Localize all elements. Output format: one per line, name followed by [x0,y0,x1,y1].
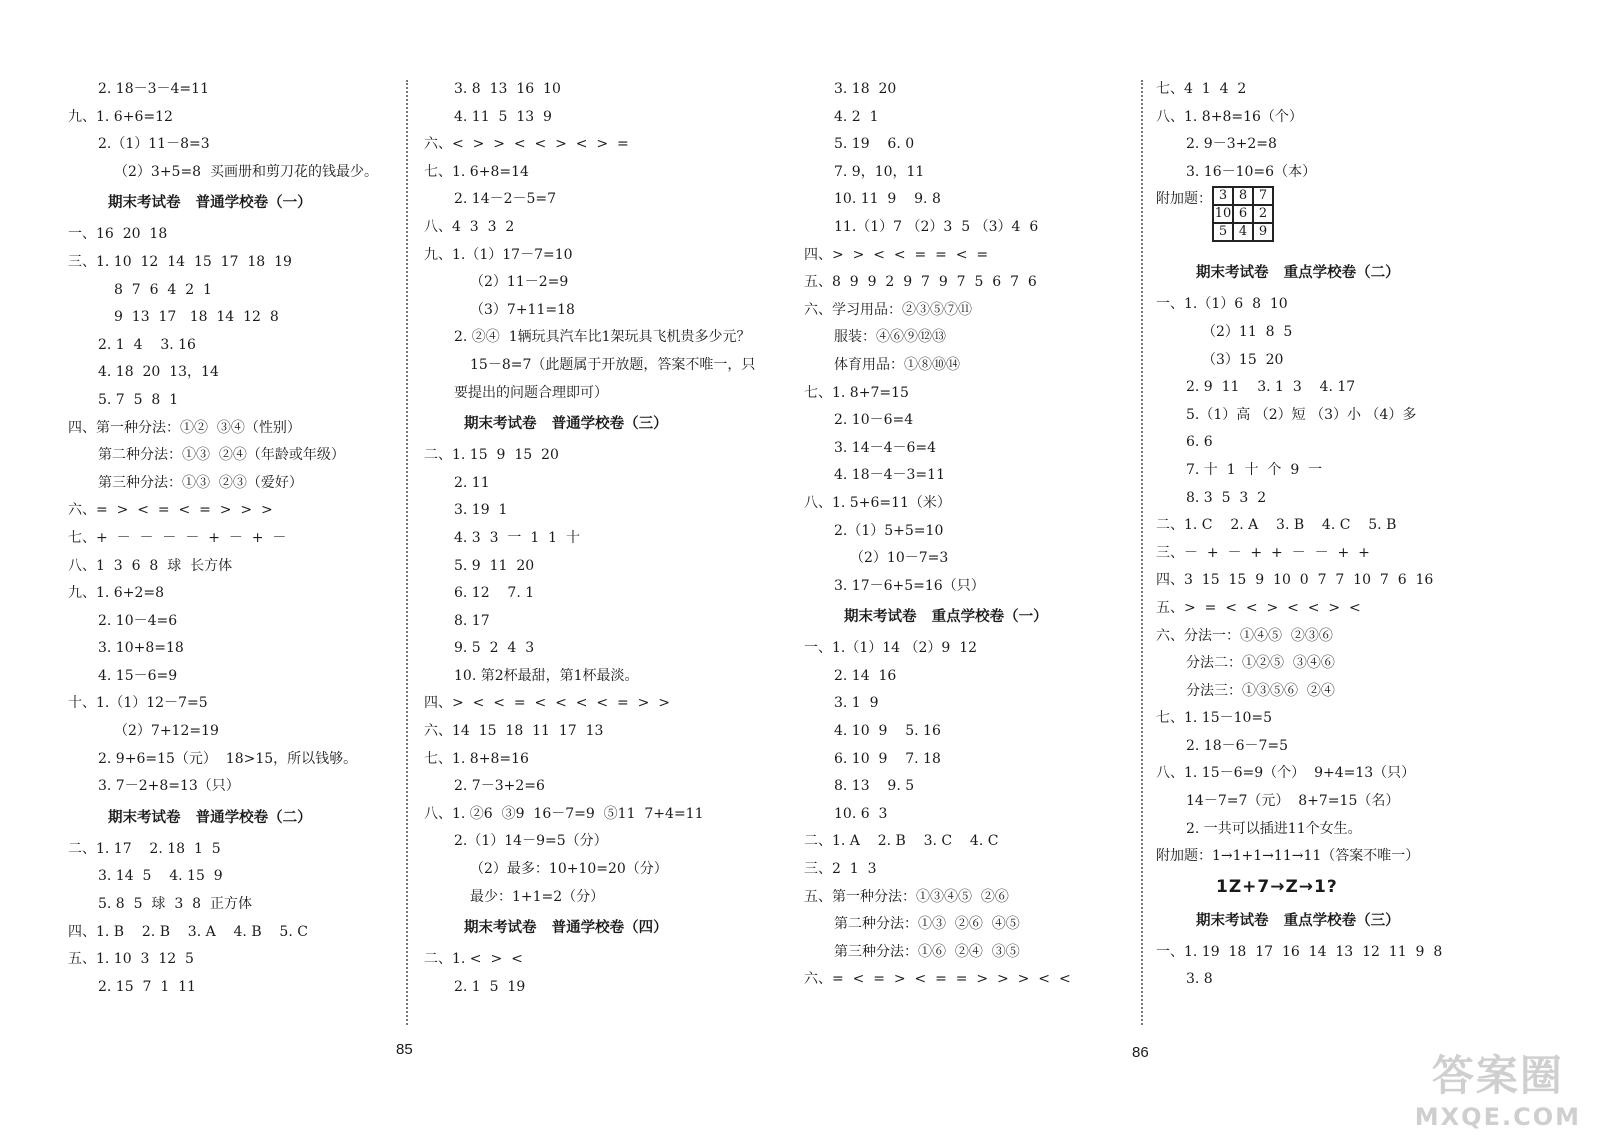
answer-line: 八、1. ②6 ③9 16－7=9 ⑤11 7+4=11 [424,805,704,822]
answer-line: 六、14 15 18 11 17 13 [424,723,604,740]
grid-cell: 10 [1214,206,1232,222]
grid-cell: 8 [1233,187,1253,205]
answer-line: 2. ②④ 1辆玩具汽车比1架玩具飞机贵多少元？ [454,329,751,346]
answer-line: 2. 11 [454,474,490,491]
bonus-grid-row [1156,186,1576,256]
answer-line: 四、3 15 15 9 10 0 7 7 10 7 6 16 [1156,572,1434,589]
grid-cell: 4 [1233,223,1253,241]
section-heading: 期末考试卷 普通学校卷（三） [464,416,668,433]
answer-line: 10. 11 9 9. 8 [834,191,941,208]
answer-line: 5. 8 5 球 3 8 正方体 [98,896,252,913]
answer-line: 附加题：1→1+1→11→11（答案不唯一） [1156,848,1420,865]
answer-line: 八、4 3 3 2 [424,218,515,235]
section-heading: 期末考试卷 普通学校卷（二） [108,809,312,826]
answer-line: 3. 1 9 [834,695,879,712]
answer-line: 15－8=7（此题属于开放题，答案不唯一，只 [470,356,756,373]
answer-line: 2. 10－4=6 [98,612,178,629]
answer-line: （2）10－7=3 [850,550,949,567]
watermark-line1: 答案圈 [1431,1051,1564,1100]
answer-line: 分法三：①③⑤⑥ ②④ [1186,682,1335,699]
answer-line: 6. 6 [1186,434,1213,451]
grid-cell: 5 [1213,223,1233,241]
answer-line: 9. 5 2 4 3 [454,640,535,657]
answer-line: 七、1. 15－10=5 [1156,710,1273,727]
answer-line: 4. 18－4－3=11 [834,467,945,484]
answer-line: 2. 7－3+2=6 [454,778,545,795]
answer-line: 四、> > < < = = < = [804,246,989,263]
answer-line: 第三种分法：①⑥ ②④ ③⑤ [834,943,1020,960]
answer-line: 2. 14 16 [834,667,897,684]
answer-line: 3. 7－2+8=13（只） [98,778,240,795]
answer-line: 九、1.（1）17－7=10 [424,246,573,263]
answer-line: 6. 12 7. 1 [454,585,535,602]
answer-line: 一、1.（1）6 8 10 [1156,296,1288,313]
answer-line: 3. 19 1 [454,502,508,519]
answer-line: 最少：1+1=2（分） [470,888,605,905]
answer-line: 体育用品：①⑧⑩⑭ [834,356,960,373]
answer-line: 4. 2 1 [834,108,879,125]
answer-line: 七、+ － － － － + － + － [68,529,287,546]
answer-line: （3）7+11=18 [470,301,575,318]
answer-line: 二、1. 17 2. 18 1 5 [68,840,221,857]
answer-line: 10. 6 3 [834,805,888,822]
answer-line: 3. 10+8=18 [98,640,184,657]
answer-line: （3）15 20 [1202,351,1284,368]
answer-line: 2. 一共可以插进11个女生。 [1186,820,1362,837]
answer-line: 3. 8 13 16 10 [454,81,561,97]
answer-line: 6. 10 9 7. 18 [834,750,941,767]
watermark-line2: MXQE.COM [1414,1103,1581,1131]
answer-line: 六、= > < = < = > > > [68,502,273,519]
answer-line: 8. 17 [454,612,490,629]
answer-line: 七、4 1 4 2 [1156,81,1247,97]
answer-line: 六、学习用品：②③⑤⑦⑪ [804,301,972,318]
answer-line: 七、1. 8+8=16 [424,750,529,767]
magic-square-grid [1212,186,1274,242]
answer-line: 2. 14－2－5=7 [454,191,557,208]
answer-line: 7. 9，10，11 [834,163,925,180]
answer-line: 五、第一种分法：①③④⑤ ②⑥ [804,888,1009,905]
answer-line: 十、1.（1）12－7=5 [68,695,208,712]
answer-line: 4. 11 5 13 9 [454,108,552,125]
column-1 [68,76,398,1001]
answer-line: 8. 3 5 3 2 [1186,489,1267,506]
grid-cell: 7 [1253,187,1273,205]
answer-line: 4. 10 9 5. 16 [834,723,941,740]
answer-line: 八、1. 15－6=9（个） 9+4=13（只） [1156,765,1416,782]
answer-line: 一、1.（1）14 （2）9 12 [804,640,978,657]
answer-line: 六、< > > < < > < > = [424,136,629,153]
answer-line: 2. 9 11 3. 1 3 4. 17 [1186,379,1356,396]
divider-right [1141,80,1143,1025]
answer-line: 2. 9+6=15（元） 18>15，所以钱够。 [98,750,358,767]
answer-line: 八、1. 5+6=11（米） [804,494,951,511]
answer-line: 14－7=7（元） 8+7=15（名） [1186,793,1400,810]
answer-line: 六、= < = > < = = > > > < < [804,971,1071,988]
answer-line: 五、8 9 9 2 9 7 9 7 5 6 7 6 [804,274,1037,291]
answer-line: （2）3+5=8 买画册和剪刀花的钱最少。 [114,163,378,180]
answer-line: （2）11－2=9 [470,274,569,291]
answer-line: 三、1. 10 12 14 15 17 18 19 [68,253,292,270]
answer-line: 2.（1）14－9=5（分） [454,833,608,850]
answer-line: 四、1. B 2. B 3. A 4. B 5. C [68,923,308,940]
section-heading: 期末考试卷 重点学校卷（一） [844,609,1048,626]
answer-line: 第二种分法：①③ ②⑥ ④⑤ [834,916,1020,933]
answer-line: 五、1. 10 3 12 5 [68,951,194,968]
answer-line: 七、1. 6+8=14 [424,163,529,180]
column-4 [1156,76,1576,994]
section-heading: 期末考试卷 普通学校卷（四） [464,920,668,937]
column-2 [424,76,784,1001]
answer-line: 三、2 1 3 [804,861,877,878]
answer-line: 3. 18 20 [834,81,897,97]
section-heading: 期末考试卷 普通学校卷（一） [108,195,312,212]
answer-line: （2）11 8 5 [1202,323,1293,340]
answer-line: 3. 17－6+5=16（只） [834,577,985,594]
answer-line: （2）最多：10+10=20（分） [470,861,668,878]
answer-line: 7. 十 1 十 个 9 一 [1186,461,1323,478]
answer-line: 要提出的问题合理即可） [454,384,608,401]
answer-line: 3. 14 5 4. 15 9 [98,868,223,885]
answer-line: 2.（1）11－8=3 [98,136,210,153]
answer-line: 5. 9 11 20 [454,557,535,574]
answer-line: 八、1. 8+8=16（个） [1156,108,1303,125]
answer-line: 一、16 20 18 [68,226,168,243]
answer-line: 九、1. 6+6=12 [68,108,173,125]
answer-line: 11.（1）7 （2）3 5 （3）4 6 [834,218,1039,235]
answer-line: 9 13 17 18 14 12 8 [114,309,279,326]
answer-line: 二、1. < > < [424,951,523,968]
grid-cell: 2 [1253,205,1273,223]
answer-line: 第二种分法：①③ ②④（年龄或年级） [98,447,345,464]
answer-line: 4. 3 3 一 1 1 十 [454,529,580,546]
answer-line: 3. 8 [1186,971,1213,988]
answer-line: 2. 18－3－4=11 [98,81,209,97]
divider-left [406,80,408,1025]
answer-line: 七、1. 8+7=15 [804,384,909,401]
answer-line: 四、> < < = < < < < = > > [424,695,671,712]
answer-line: 九、1. 6+2=8 [68,585,164,602]
answer-line: 3. 16－10=6（本） [1186,163,1317,180]
answer-line: 8. 13 9. 5 [834,778,915,795]
answer-line: 分法二：①②⑤ ③④⑥ [1186,655,1335,672]
answer-line: 二、1. C 2. A 3. B 4. C 5. B [1156,517,1397,534]
answer-line: 八、1 3 6 8 球 长方体 [68,557,233,574]
answer-line: 5.（1）高 （2）短 （3）小 （4）多 [1186,406,1417,423]
answer-line: 三、－ + － + + － － + + [1156,544,1370,561]
answer-line: 4. 15－6=9 [98,667,178,684]
bonus-label: 附加题： [1156,191,1212,208]
answer-line: 二、1. 15 9 15 20 [424,447,559,464]
answer-line: 第三种分法：①③ ②③（爱好） [98,474,303,491]
answer-line: 一、1. 19 18 17 16 14 13 12 11 9 8 [1156,943,1443,960]
grid-cell: 3 [1213,187,1233,205]
answer-line: 2.（1）5+5=10 [834,522,944,539]
handwritten-answer: 1Z+7→Z→1? [1216,876,1338,897]
answer-line: 2. 18－6－7=5 [1186,737,1289,754]
answer-line: 2. 1 5 19 [454,978,526,995]
answer-line: 六、分法一：①④⑤ ②③⑥ [1156,627,1333,644]
page-number-left: 85 [396,1041,413,1058]
answer-line: 二、1. A 2. B 3. C 4. C [804,833,999,850]
answer-line: 5. 19 6. 0 [834,136,915,153]
answer-line: （2）7+12=19 [114,723,219,740]
answer-line: 10. 第2杯最甜，第1杯最淡。 [454,667,639,684]
column-3 [804,76,1124,994]
section-heading: 期末考试卷 重点学校卷（三） [1196,912,1400,929]
answer-line: 四、第一种分法：①② ③④（性别） [68,419,301,436]
answer-line: 4. 18 20 13，14 [98,364,219,381]
grid-cell: 9 [1253,223,1273,241]
answer-line: 3. 14－4－6=4 [834,439,937,456]
page-number-right: 86 [1132,1044,1149,1061]
answer-line: 2. 10－6=4 [834,412,914,429]
answer-line: 2. 9－3+2=8 [1186,136,1277,153]
answer-line: 2. 15 7 1 11 [98,978,196,995]
answer-line: 五、> = < < > < < > < [1156,599,1361,616]
answer-line: 8 7 6 4 2 1 [114,281,212,298]
section-heading: 期末考试卷 重点学校卷（二） [1196,265,1400,282]
answer-line: 5. 7 5 8 1 [98,391,179,408]
answer-line: 服装：④⑥⑨⑫⑬ [834,329,946,346]
answer-line: 2. 1 4 3. 16 [98,336,196,353]
grid-cell: 6 [1233,205,1253,223]
watermark-logo [1415,1043,1581,1131]
